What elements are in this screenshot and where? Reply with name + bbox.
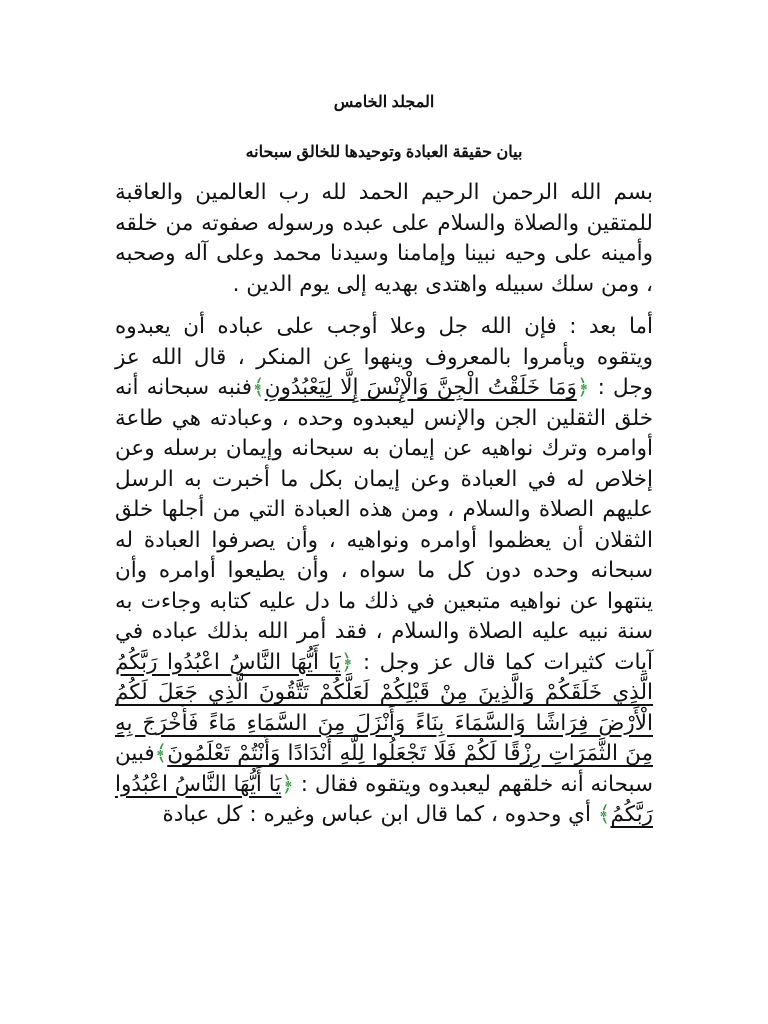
quran-verse: يَا أَيُّهَا النَّاسُ اعْبُدُوا رَبَّكُمُ [115,771,653,827]
paragraph-opening: بسم الله الرحمن الرحيم الحمد لله رب العالمين والعاقبة للمتقين والصلاة والسلام على عبده ورسوله صفوته من خلقه وأمينه على وحيه نبينا وإمامنا وسيدنا محمد وعلى آله وصحبه ، ومن سلك سبيله واهتدى بهديه إلى يوم الدين . [115,180,653,297]
quran-verse: وَمَا خَلَقْتُ الْجِنَّ وَالْإِنْسَ إِلَّا لِيَعْبُدُونِ [264,375,577,400]
paragraph-text: أما بعد : فإن الله جل وعلا أوجب على عباده أن يعبدوه ويتقوه ويأمروا بالمعروف وينهوا عن المنكر ، قال الله عز وجل : [115,314,654,400]
quran-bracket-open: ﴿ [281,771,294,797]
quran-bracket-close: ﴾ [252,375,265,400]
volume-title: المجلد الخامس [333,94,435,111]
quran-verse: يَا أَيُّهَا النَّاسُ اعْبُدُوا رَبَّكُمُ الَّذِي خَلَقَكُمْ وَالَّذِينَ مِنْ قَبْلِكُمْ لَعَلَّكُمْ تَتَّقُونَ الَّذِي جَعَلَ لَكُمُ الْأَرْضَ فِرَاشًا وَالسَّمَاءَ بِنَاءً وَأَنْزَلَ مِنَ السَّمَاءِ مَاءً فَأَخْرَجَ بِهِ مِنَ الثَّمَرَاتِ رِزْقًا لَكُمْ فَلَا تَجْعَلُوا لِلَّهِ أَنْدَادًا وَأَنْتُمْ تَعْلَمُونَ [115,649,653,766]
paragraph-main [115,312,653,831]
paragraph-text: فنبه سبحانه أنه خلق الثقلين الجن والإنس ليعبدوه وحده ، وعبادته هي طاعة أوامره وترك نواهيه عن إيمان به سبحانه وإيمان برسله وعن إخلاص له في العبادة وعن إيمان بكل ما أخبرت به الرسل عليهم الصلاة والسلام ، ومن هذه العبادة التي من أجلها خلق الثقلان أن يعظموا أوامره ونواهيه ، وأن يصرفوا العبادة له سبحانه وحده دون كل ما سواه ، وأن يطيعوا أوامره وأن ينتهوا عن نواهيه متبعين في ذلك ما دل عليه كتابه وجاءت به سنة نبيه عليه الصلاة والسلام ، فقد أمر الله بذلك عباده في آيات كثيرات كما قال عز وجل : [115,375,654,675]
paragraph-text: فبين سبحانه أنه خلقهم ليعبدوه ويتقوه فقال : [115,741,653,797]
quran-bracket-close: ﴾ [154,741,168,766]
quran-bracket-close: ﴾ [597,802,611,827]
quran-bracket-open: ﴿ [340,649,354,675]
chapter-title: بيان حقيقة العبادة وتوحيدها للخالق سبحانه [245,144,523,161]
document-page [115,90,653,831]
quran-bracket-open: ﴿ [576,375,590,400]
paragraph-text: أي وحدوه ، كما قال ابن عباس وغيره : كل عبادة [162,802,598,827]
